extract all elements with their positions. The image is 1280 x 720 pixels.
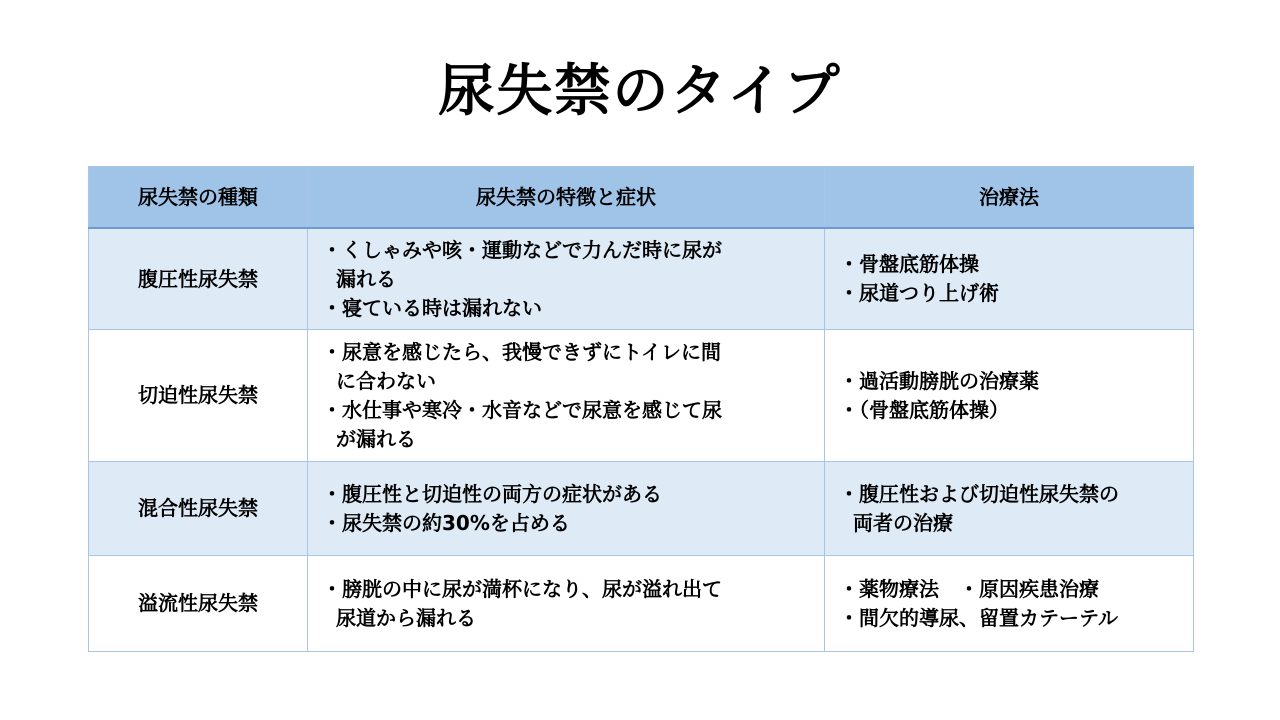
- treatment-cell: [825, 462, 1194, 556]
- header-type: 尿失禁の種類: [89, 167, 308, 229]
- treatment-line: ・（骨盤底筋体操）: [839, 397, 1009, 422]
- feature-line: ・寝ている時は漏れない: [322, 295, 542, 320]
- urinary-incontinence-types-table: [88, 166, 1194, 652]
- treatment-cell: [825, 330, 1194, 462]
- treatment-line: ・間欠的導尿、留置カテーテル: [839, 605, 1118, 630]
- type-cell: 切迫性尿失禁: [89, 330, 308, 462]
- type-cell: 腹圧性尿失禁: [89, 228, 308, 330]
- treatment-line: ・過活動膀胱の治療薬: [839, 368, 1039, 393]
- treatment-line: ・尿道つり上げ術: [839, 281, 999, 305]
- treatment-line: ・腹圧性および切迫性尿失禁の: [839, 481, 1119, 506]
- type-cell: 溢流性尿失禁: [89, 556, 308, 652]
- table-row-urge: [89, 330, 1194, 462]
- feature-line: ・水仕事や寒冷・水音などで尿意を感じて尿: [322, 397, 722, 422]
- page-title: 尿失禁のタイプ: [438, 59, 842, 124]
- treatment-cell: [825, 228, 1194, 330]
- table-row-overflow: [89, 556, 1194, 652]
- table-row-stress: [89, 228, 1194, 330]
- table-row-mixed: [89, 462, 1194, 556]
- feature-line: ・腹圧性と切迫性の両方の症状がある: [322, 481, 662, 506]
- features-cell: [308, 228, 825, 330]
- feature-line: ・膀胱の中に尿が満杯になり、尿が溢れ出て: [322, 576, 722, 601]
- treatment-line: ・薬物療法 ・原因疾患治療: [839, 576, 1099, 601]
- feature-line: 漏れる: [336, 266, 396, 291]
- feature-line: 尿道から漏れる: [336, 605, 476, 630]
- type-cell: 混合性尿失禁: [89, 462, 308, 556]
- feature-line: に合わない: [336, 368, 436, 393]
- header-treatment: 治療法: [825, 167, 1194, 229]
- feature-line: ・くしゃみや咳・運動などで力んだ時に尿が: [322, 237, 722, 262]
- feature-line: ・尿意を感じたら、我慢できずにトイレに間: [322, 339, 721, 364]
- features-cell: [308, 462, 825, 556]
- treatment-cell: [825, 556, 1194, 652]
- feature-line: ・尿失禁の約30%を占める: [322, 510, 570, 535]
- feature-line: が漏れる: [336, 426, 416, 451]
- treatment-line: ・骨盤底筋体操: [839, 252, 979, 276]
- features-cell: [308, 330, 825, 462]
- treatment-line: 両者の治療: [853, 510, 953, 535]
- features-cell: [308, 556, 825, 652]
- header-features: 尿失禁の特徴と症状: [308, 167, 825, 229]
- table-header-row: [89, 167, 1194, 229]
